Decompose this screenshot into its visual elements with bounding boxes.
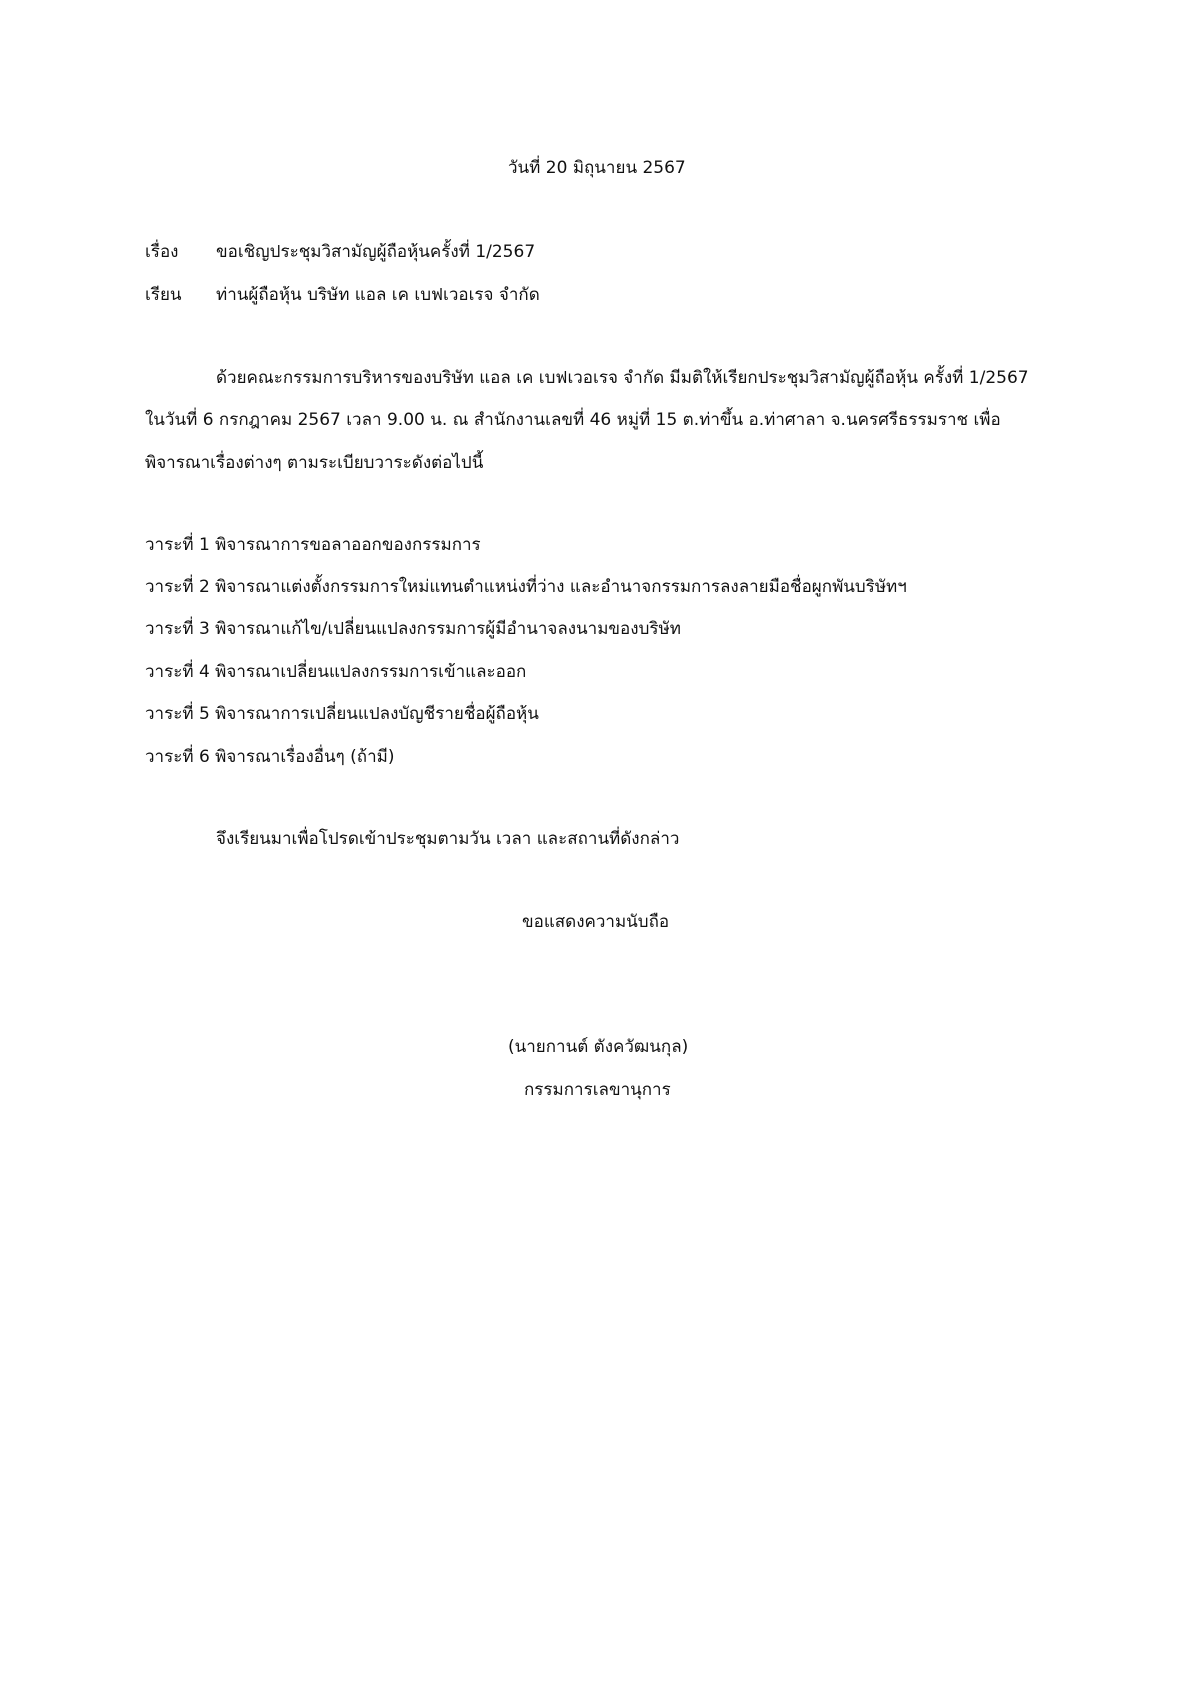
recipient-text: ท่านผู้ถือหุ้น บริษัท แอล เค เบฟเวอเรจ จำกัด [216,285,540,305]
signer-name: (นายกานต์ ตังควัฒนกุล) [508,1037,689,1057]
regards-text: ขอแสดงความนับถือ [522,912,670,932]
subject-label: เรื่อง [145,242,179,262]
body-line-3: พิจารณาเรื่องต่างๆ ตามระเบียบวาระดังต่อไปนี้ [145,453,484,473]
subject-text: ขอเชิญประชุมวิสามัญผู้ถือหุ้นครั้งที่ 1/2567 [216,242,536,262]
agenda-item-6: วาระที่ 6 พิจารณาเรื่องอื่นๆ (ถ้ามี) [145,747,395,767]
recipient-label: เรียน [145,285,182,305]
closing-text: จึงเรียนมาเพื่อโปรดเข้าประชุมตามวัน เวลา และสถานที่ดังกล่าว [216,829,680,849]
body-line-1: ด้วยคณะกรรมการบริหารของบริษัท แอล เค เบฟเวอเรจ จำกัด มีมติให้เรียกประชุมวิสามัญผู้ถือหุ้น ครั้งที่ 1/2567 [216,368,1029,388]
agenda-item-4: วาระที่ 4 พิจารณาเปลี่ยนแปลงกรรมการเข้าและออก [145,662,527,682]
agenda-item-5: วาระที่ 5 พิจารณาการเปลี่ยนแปลงบัญชีรายชื่อผู้ถือหุ้น [145,704,539,724]
letter-date: วันที่ 20 มิถุนายน 2567 [508,158,686,178]
agenda-item-2: วาระที่ 2 พิจารณาแต่งตั้งกรรมการใหม่แทนตำแหน่งที่ว่าง และอำนาจกรรมการลงลายมือชื่อผูกพันบริษัทฯ [145,577,907,597]
body-line-2: ในวันที่ 6 กรกฎาคม 2567 เวลา 9.00 น. ณ สำนักงานเลขที่ 46 หมู่ที่ 15 ต.ท่าขึ้น อ.ท่าศาลา จ.นครศรีธรรมราช เพื่อ [145,410,1001,430]
agenda-item-1: วาระที่ 1 พิจารณาการขอลาออกของกรรมการ [145,535,481,555]
agenda-item-3: วาระที่ 3 พิจารณาแก้ไข/เปลี่ยนแปลงกรรมการผู้มีอำนาจลงนามของบริษัท [145,619,681,639]
signer-position: กรรมการเลขานุการ [524,1080,671,1100]
